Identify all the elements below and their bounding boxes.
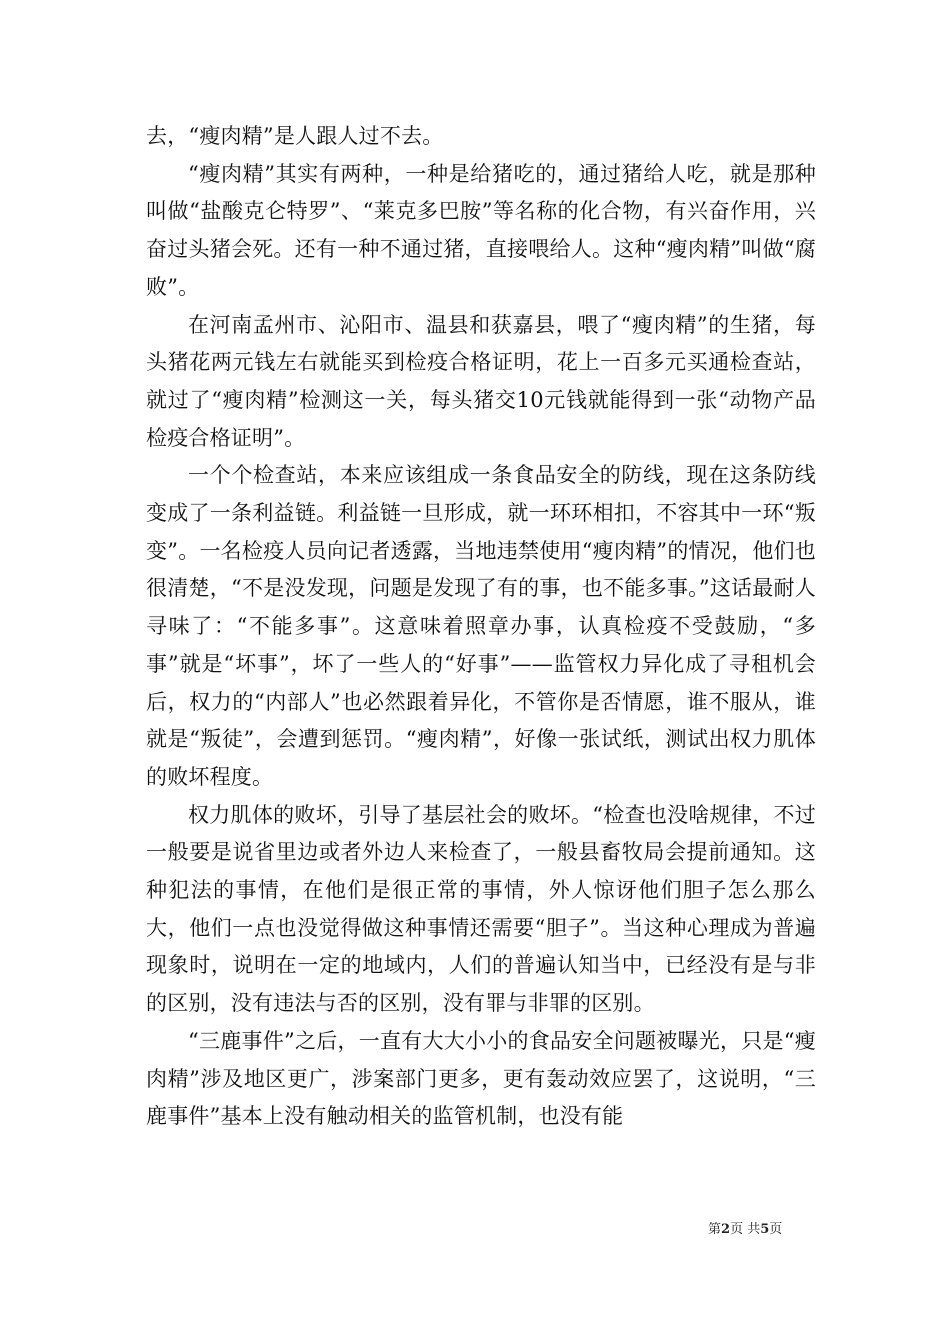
footer-suffix: 页 bbox=[769, 1222, 783, 1237]
page-number-footer bbox=[708, 1218, 782, 1237]
paragraph-power-corruption: 权力肌体的败坏，引导了基层社会的败坏。“检查也没啥规律，不过一般要是说省里边或者外边人来检查了，一般县畜牧局会提前通知。这种犯法的事情，在他们是很正常的事情，外人惊讶他们胆子怎么那么大，他们一点也没觉得做这种事情还需要“胆子”。当这种心理成为普遍现象时，说明在一定的地域内，人们的普遍认知当中，已经没有是与非的区别，没有违法与否的区别，没有罪与非罪的区别。 bbox=[146, 802, 816, 1016]
paragraph-checkpoints: 一个个检查站，本来应该组成一条食品安全的防线，现在这条防线变成了一条利益链。利益链一旦形成，就一环环相扣，不容其中一环“叛变”。一名检疫人员向记者透露，当地违禁使用“瘦肉精”的情况，他们也很清楚，“不是没发现，问题是发现了有的事，也不能多事。”这话最耐人寻味了：“不能多事”。这意味着照章办事，认真检疫不受鼓励，“多事”就是“坏事”，坏了一些人的“好事”——监管权力异化成了寻租机会后，权力的“内部人”也必然跟着异化，不管你是否情愿，谁不服从，谁就是“叛徒”，会遭到惩罚。“瘦肉精”，好像一张试纸，测试出权力肌体的败坏程度。 bbox=[146, 463, 816, 789]
footer-middle: 页 共 bbox=[730, 1222, 761, 1237]
paragraph-sanlu: “三鹿事件”之后，一直有大大小小的食品安全问题被曝光，只是“瘦肉精”涉及地区更广，涉案部门更多，更有轰动效应罢了，这说明，“三鹿事件”基本上没有触动相关的监管机制，也没有能 bbox=[146, 1028, 816, 1129]
footer-prefix: 第 bbox=[708, 1222, 722, 1237]
paragraph-continuation: 去，“瘦肉精”是人跟人过不去。 bbox=[146, 124, 444, 148]
body-text bbox=[146, 118, 816, 1136]
paragraph-henan: 在河南孟州市、沁阳市、温县和获嘉县，喂了“瘦肉精”的生猪，每头猪花两元钱左右就能买到检疫合格证明，花上一百多元买通检查站，就过了“瘦肉精”检测这一关，每头猪交10元钱就能得到一张“动物产品检疫合格证明”。 bbox=[146, 312, 816, 450]
footer-current-page: 2 bbox=[721, 1222, 731, 1237]
paragraph-two-kinds: “瘦肉精”其实有两种，一种是给猪吃的，通过猪给人吃，就是那种叫做“盐酸克仑特罗”、“莱克多巴胺”等名称的化合物，有兴奋作用，兴奋过头猪会死。还有一种不通过猪，直接喂给人。这种“瘦肉精”叫做“腐败”。 bbox=[146, 161, 816, 299]
footer-total-pages: 5 bbox=[760, 1222, 770, 1237]
